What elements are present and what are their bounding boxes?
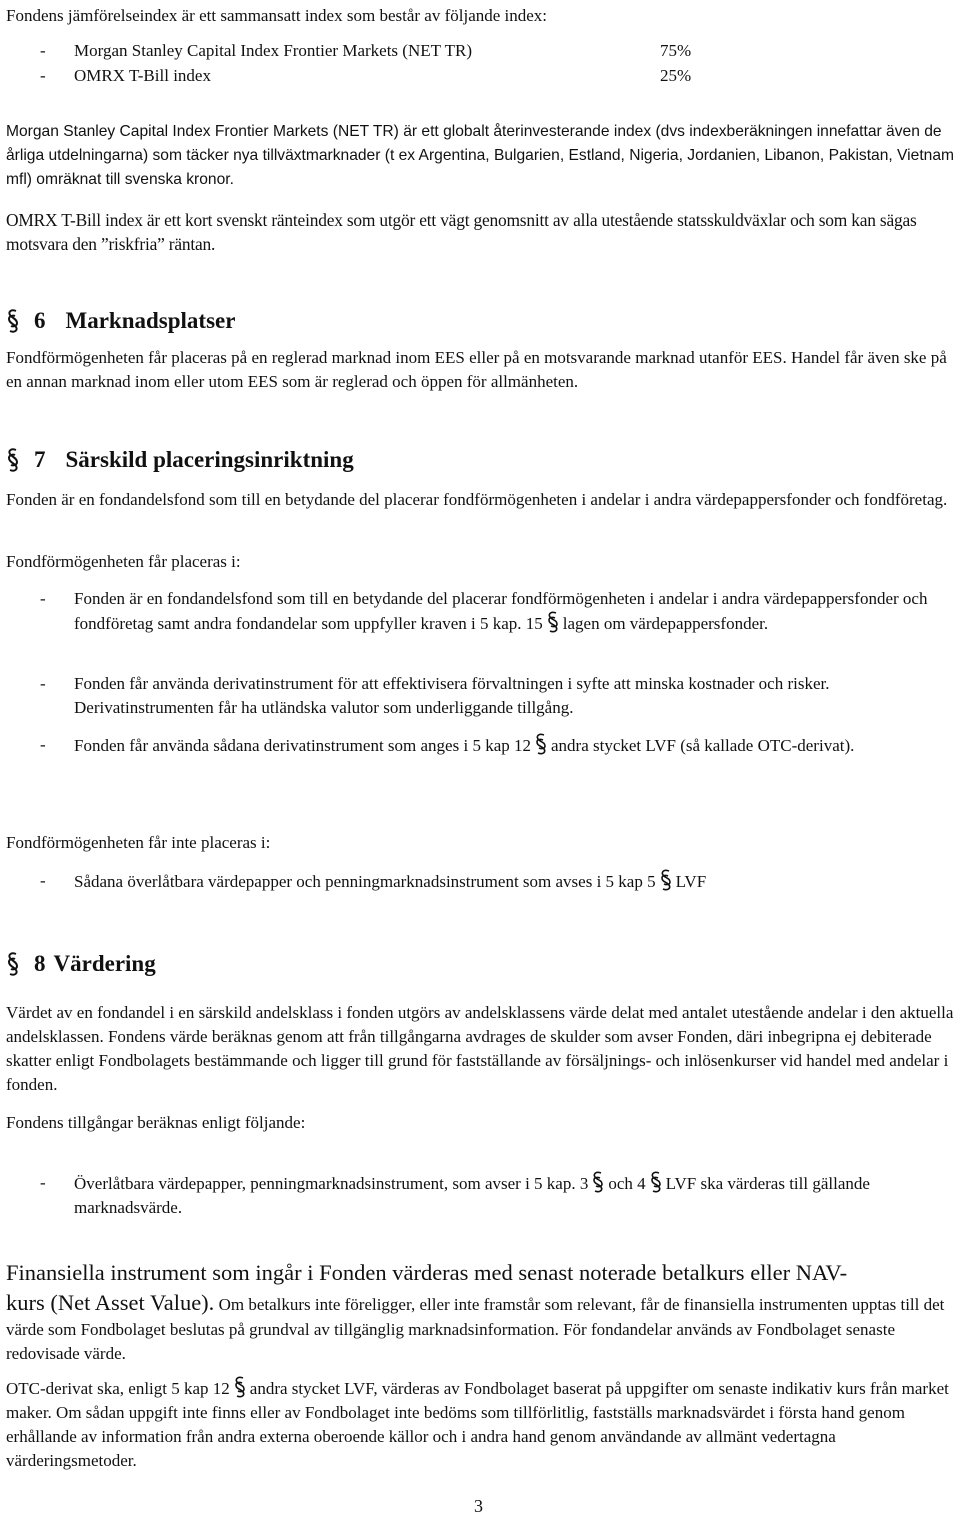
bullet-text-cont: lagen om värdepappersfonder. (562, 614, 769, 633)
section-title: Marknadsplatser (65, 308, 236, 333)
index-weight: 75% (660, 41, 692, 60)
list-item (6, 587, 958, 636)
bullet-text-cont: och 4 (608, 1174, 646, 1193)
bullet-text-cont: LVF ska värderas till gällande marknadsvärde. (74, 1174, 870, 1217)
section-title: Värdering (53, 951, 156, 976)
list-item (6, 672, 958, 720)
list-dash: - (40, 66, 46, 85)
intro-text: Fondens jämförelseindex är ett sammansatt index som består av följande index: (6, 6, 548, 25)
not-allowed-intro: Fondförmögenheten får inte placeras i: (6, 833, 271, 852)
section-sign-icon (234, 1376, 246, 1398)
otc-text-cont: andra stycket LVF, värderas av Fondbolaget baserat på uppgifter om senaste indikativ kurs från market maker. Om sådan uppgift inte finns eller av Fondbolaget inte bedöms som tillförlitlig, fastställs marknadsvärdet i första hand genom erhållande av information från andra externa oberoende källor och i andra hand genom användande av allmänt vedertagna värderingsmetoder. (6, 1379, 949, 1470)
page-number: 3 (474, 1496, 483, 1516)
list-dash: - (40, 1173, 46, 1192)
section-title: Särskild placeringsinriktning (65, 447, 354, 472)
list-dash: - (40, 589, 46, 608)
valuation-body: Om betalkurs inte föreligger, eller inte framstår som relevant, får de finansiella instrumenten upptas till det värde som Fondbolaget beslutas på grundval av tillgänglig marknadsinformation. För fondandelar används av Fondbolaget senaste redovisade värde. (6, 1295, 945, 1363)
index-weight: 25% (660, 66, 692, 85)
section-sign-icon (547, 611, 559, 633)
index-component-row (6, 39, 766, 64)
section-6-body: Fondförmögenheten får placeras på en reglerad marknad inom EES eller på en motsvarande marknad utanför EES. Handel får även ske på en annan marknad inom eller utom EES som är reglerad och öppen för allmänheten. (6, 348, 947, 391)
section-7-body: Fonden är en fondandelsfond som till en betydande del placerar fondförmögenheten i andelar i andra värdepappersfonder och fondföretag. (6, 490, 948, 509)
valuation-paragraph (6, 1258, 956, 1366)
index-component-list (6, 39, 766, 89)
list-item (6, 733, 958, 758)
section-sign-icon (6, 447, 20, 473)
section-number: 8 (34, 951, 46, 976)
section-8-assets-intro: Fondens tillgångar beräknas enligt följande: (6, 1113, 306, 1132)
valuation-lead-line1: Finansiella instrument som ingår i Fonden värderas med senast noterade betalkurs eller NAV- (6, 1260, 848, 1285)
otc-paragraph (6, 1376, 956, 1473)
list-dash: - (40, 41, 46, 60)
list-item (6, 869, 958, 894)
list-dash: - (40, 871, 46, 890)
section-8-heading (6, 949, 156, 979)
otc-text: OTC-derivat ska, enligt 5 kap 12 (6, 1379, 230, 1398)
section-sign-icon (650, 1171, 662, 1193)
section-sign-icon (660, 869, 672, 891)
list-dash: - (40, 735, 46, 754)
bullet-text: Överlåtbara värdepapper, penningmarknadsinstrument, som avser i 5 kap. 3 (74, 1174, 589, 1193)
bullet-text: Fonden får använda sådana derivatinstrument som anges i 5 kap 12 (74, 736, 531, 755)
section-sign-icon (535, 733, 547, 755)
section-number: 7 (34, 447, 46, 472)
section-number: 6 (34, 308, 46, 333)
section-8-body: Värdet av en fondandel i en särskild andelsklass i fonden utgörs av andelsklassens värde delat med antalet utestående andelar i den aktuella andelsklassen. Fondens värde beräknas genom att från tillgångarna avdrages de skulder som avser Fonden, däri inbegripna ej debiterade skatter enligt Fondbolagets bestämmande och ligger till grund för fastställande av försäljnings- och inlösenkurser vid handel med andelar i fonden. (6, 1003, 954, 1094)
omrx-paragraph: OMRX T-Bill index är ett kort svenskt ränteindex som utgör ett vägt genomsnitt av alla utestående statsskuldväxlar och som kan sägas motsvara den ”riskfria” räntan. (6, 210, 917, 254)
list-item (6, 1171, 958, 1220)
section-6-heading (6, 306, 235, 336)
msci-paragraph: Morgan Stanley Capital Index Frontier Markets (NET TR) är ett globalt återinvesterande index (dvs indexberäkningen innefattar även de årliga utdelningarna) som täcker nya tillväxtmarknader (t ex Argentina, Bulgarien, Estland, Nigeria, Jordanien, Libanon, Pakistan, Vietnam mfl) omräknat till svenska kronor. (6, 123, 954, 188)
bullet-text: Fonden får använda derivatinstrument för att effektivisera förvaltningen i syfte att minska kostnader och risker. Derivatinstrumenten får ha utländska valutor som underliggande tillgång. (74, 674, 830, 717)
list-dash: - (40, 674, 46, 693)
index-component-row (6, 64, 766, 89)
bullet-text-cont: LVF (675, 872, 707, 891)
bullet-text: Sådana överlåtbara värdepapper och penningmarknadsinstrument som avses i 5 kap 5 (74, 872, 656, 891)
bullet-text-cont: andra stycket LVF (så kallade OTC-derivat). (550, 736, 855, 755)
section-7-heading (6, 445, 354, 475)
index-name: OMRX T-Bill index (74, 66, 211, 85)
section-sign-icon (6, 951, 20, 977)
valuation-lead-line2: kurs (Net Asset Value). (6, 1290, 215, 1315)
index-name: Morgan Stanley Capital Index Frontier Markets (NET TR) (74, 41, 473, 60)
section-sign-icon (592, 1171, 604, 1193)
section-sign-icon (6, 308, 20, 334)
bullet-text: Fonden är en fondandelsfond som till en betydande del placerar fondförmögenheten i andelar i andra värdepappersfonder och fondföretag samt andra fondandelar som uppfyller kraven i 5 kap. 15 (74, 589, 928, 633)
section-7-allowed-intro: Fondförmögenheten får placeras i: (6, 552, 241, 571)
